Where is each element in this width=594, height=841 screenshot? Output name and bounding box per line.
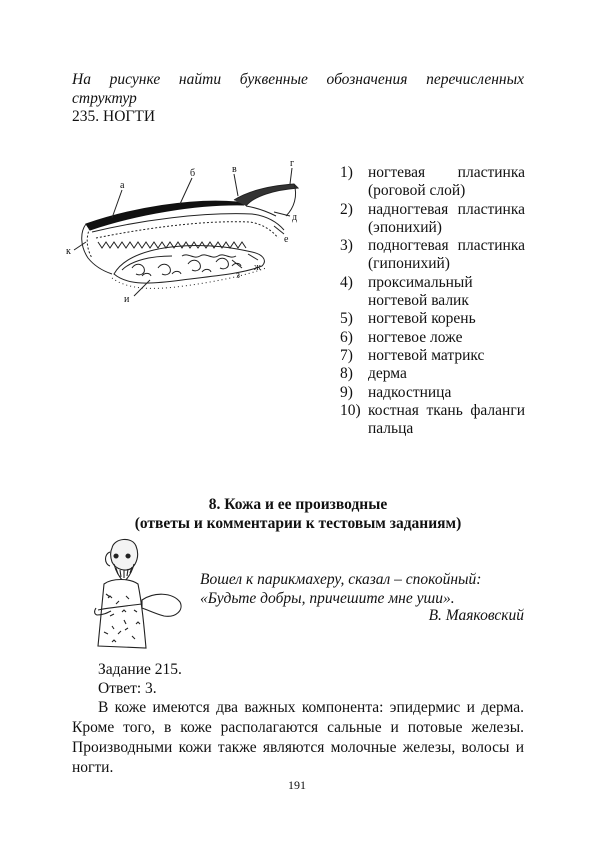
label-a: а — [120, 180, 125, 191]
label-z: з — [236, 270, 240, 281]
list-item: 8) дерма — [340, 365, 407, 383]
section-title: 235. НОГТИ — [72, 108, 156, 125]
list-item: 5) ногтевой корень — [340, 310, 476, 328]
list-item: 10) костная ткань фаланги пальца — [340, 401, 525, 438]
list-item: 2) надногтевая пластинка (эпонихий) — [340, 200, 525, 236]
structure-list — [340, 164, 525, 438]
list-item: 9) надкостница — [340, 383, 452, 401]
epigraph-line-2: «Будьте добры, причешите мне уши». — [200, 590, 455, 607]
nail-anatomy-diagram — [62, 156, 312, 306]
task-label: Задание 215. — [98, 661, 182, 678]
list-item: 7) ногтевой матрикс — [340, 346, 485, 364]
label-g: г — [290, 158, 295, 169]
label-k: к — [66, 246, 71, 257]
list-item: 3) подногтевая пластинка (гипонихий) — [340, 237, 525, 273]
body-paragraph: В коже имеются два важных компонента: эпидермис и дерма. Кроме того, в коже располагаются сальные и потовые железы. Производными кожи также являются молочные железы, волосы и ногти. — [72, 699, 524, 776]
proximal-fold — [234, 184, 298, 206]
label-v: в — [232, 164, 237, 175]
fingertip-edge — [82, 224, 112, 274]
page-number: 191 — [288, 778, 306, 792]
instruction-text-continued: структур — [72, 90, 137, 107]
nail-plate — [86, 201, 244, 230]
label-zh: ж — [254, 262, 261, 273]
label-d: д — [292, 212, 298, 223]
list-item: 4) проксимальный ногтевой валик — [340, 273, 473, 310]
caveman-illustration — [82, 534, 192, 654]
epigraph-line-1: Вошел к парикмахеру, сказал – спокойный: — [200, 571, 482, 588]
list-item: 6) ногтевое ложе — [340, 328, 463, 346]
label-i: и — [124, 294, 130, 305]
label-e: е — [284, 234, 289, 245]
answer-label: Ответ: 3. — [98, 680, 157, 697]
chapter-subheading: (ответы и комментарии к тестовым заданиям) — [134, 515, 462, 532]
label-b: б — [190, 168, 196, 179]
chapter-heading: 8. Кожа и ее производные — [208, 496, 388, 513]
list-item: 1) ногтевая пластинка (роговой слой) — [340, 164, 525, 200]
epigraph-author: В. Маяковский — [428, 607, 524, 624]
instruction-text: На рисунке найти буквенные обозначения перечисленных — [72, 71, 524, 88]
